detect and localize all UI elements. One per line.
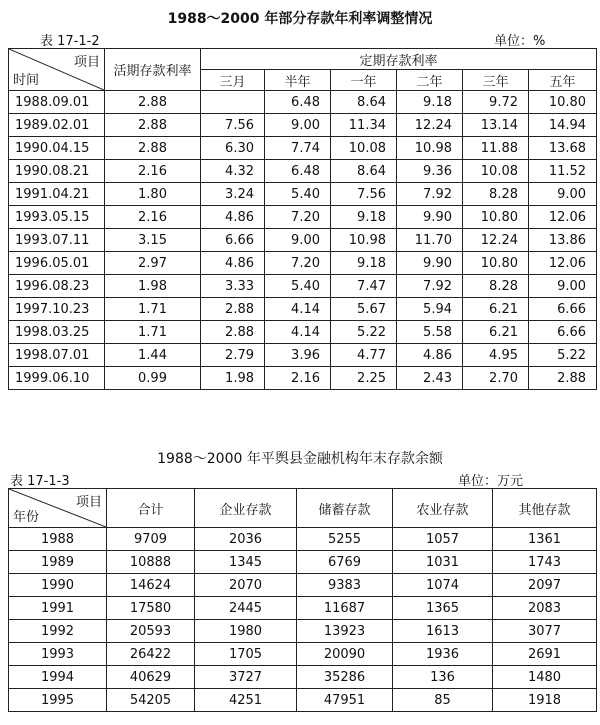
year-cell: 1988 xyxy=(9,528,107,551)
fixed-rate-cell: 6.66 xyxy=(201,229,265,252)
fixed-rate-cell: 6.21 xyxy=(463,321,529,344)
fixed-rate-cell: 10.80 xyxy=(463,206,529,229)
table1-corner-header xyxy=(9,49,105,91)
table-row xyxy=(9,597,597,620)
fixed-rate-cell: 6.21 xyxy=(463,298,529,321)
date-cell: 1996.05.01 xyxy=(9,252,105,275)
fixed-rate-cell: 11.52 xyxy=(529,160,597,183)
fixed-rate-cell: 7.56 xyxy=(331,183,397,206)
fixed-rate-cell: 4.14 xyxy=(265,298,331,321)
amount-cell: 11687 xyxy=(297,597,393,620)
table-row xyxy=(9,183,597,206)
fixed-rate-cell: 8.64 xyxy=(331,91,397,114)
fixed-rate-cell: 4.77 xyxy=(331,344,397,367)
current-rate-cell: 2.97 xyxy=(105,252,201,275)
fixed-rate-cell: 10.08 xyxy=(331,137,397,160)
fixed-rate-cell: 12.24 xyxy=(397,114,463,137)
fixed-rate-cell: 7.20 xyxy=(265,252,331,275)
fixed-rate-cell: 5.58 xyxy=(397,321,463,344)
amount-cell: 3727 xyxy=(195,666,297,689)
fixed-rate-cell: 13.14 xyxy=(463,114,529,137)
fixed-rate-cell: 5.40 xyxy=(265,275,331,298)
year-cell: 1989 xyxy=(9,551,107,574)
current-rate-cell: 2.88 xyxy=(105,91,201,114)
amount-cell: 2445 xyxy=(195,597,297,620)
fixed-rate-cell: 11.70 xyxy=(397,229,463,252)
fixed-rate-cell: 9.90 xyxy=(397,206,463,229)
amount-cell: 13923 xyxy=(297,620,393,643)
fixed-rate-cell: 9.00 xyxy=(265,229,331,252)
fixed-rate-cell: 4.86 xyxy=(201,206,265,229)
current-rate-cell: 1.98 xyxy=(105,275,201,298)
table-row xyxy=(9,298,597,321)
fixed-rate-cell: 10.80 xyxy=(529,91,597,114)
fixed-rate-cell: 2.25 xyxy=(331,367,397,390)
table-row xyxy=(9,137,597,160)
amount-cell: 17580 xyxy=(107,597,195,620)
fixed-rate-cell: 12.24 xyxy=(463,229,529,252)
table1-label: 表 17-1-2 xyxy=(40,34,100,49)
amount-cell: 136 xyxy=(393,666,493,689)
current-rate-cell: 2.16 xyxy=(105,160,201,183)
current-rate-cell: 3.15 xyxy=(105,229,201,252)
fixed-rate-header: 定期存款利率 xyxy=(201,49,597,70)
fixed-rate-cell: 3.96 xyxy=(265,344,331,367)
fixed-rate-cell: 9.00 xyxy=(529,275,597,298)
fixed-rate-cell: 9.36 xyxy=(397,160,463,183)
date-cell: 1991.04.21 xyxy=(9,183,105,206)
fixed-rate-cell: 1.98 xyxy=(201,367,265,390)
amount-cell: 6769 xyxy=(297,551,393,574)
year-cell: 1992 xyxy=(9,620,107,643)
fixed-rate-cell: 9.18 xyxy=(397,91,463,114)
table-row xyxy=(9,344,597,367)
term-header: 一年 xyxy=(331,70,397,91)
fixed-rate-cell: 11.34 xyxy=(331,114,397,137)
date-cell: 1999.06.10 xyxy=(9,367,105,390)
fixed-rate-cell: 9.18 xyxy=(331,252,397,275)
amount-cell: 1365 xyxy=(393,597,493,620)
fixed-rate-cell: 9.00 xyxy=(265,114,331,137)
amount-cell: 1074 xyxy=(393,574,493,597)
table-row xyxy=(9,160,597,183)
table-row xyxy=(9,229,597,252)
fixed-rate-cell: 9.90 xyxy=(397,252,463,275)
table1-unit: 单位：% xyxy=(494,34,546,49)
fixed-rate-cell: 2.70 xyxy=(463,367,529,390)
amount-cell: 4251 xyxy=(195,689,297,712)
table1-corner-bottom: 时间 xyxy=(13,73,40,88)
fixed-rate-cell: 2.79 xyxy=(201,344,265,367)
amount-cell: 1057 xyxy=(393,528,493,551)
fixed-rate-cell: 6.48 xyxy=(265,160,331,183)
fixed-rate-cell: 6.48 xyxy=(265,91,331,114)
fixed-rate-cell: 9.00 xyxy=(529,183,597,206)
table-row xyxy=(9,620,597,643)
fixed-rate-cell: 7.20 xyxy=(265,206,331,229)
fixed-rate-cell: 11.88 xyxy=(463,137,529,160)
fixed-rate-cell: 4.86 xyxy=(397,344,463,367)
table1-corner-top: 项目 xyxy=(73,55,100,70)
table-row xyxy=(9,252,597,275)
amount-cell: 40629 xyxy=(107,666,195,689)
fixed-rate-cell: 4.32 xyxy=(201,160,265,183)
amount-cell: 1613 xyxy=(393,620,493,643)
table2-corner-bottom: 年份 xyxy=(13,510,40,525)
fixed-rate-cell: 10.98 xyxy=(331,229,397,252)
fixed-rate-cell: 10.80 xyxy=(463,252,529,275)
amount-cell: 2097 xyxy=(493,574,597,597)
fixed-rate-cell: 2.88 xyxy=(201,321,265,344)
amount-cell: 2083 xyxy=(493,597,597,620)
amount-cell: 1361 xyxy=(493,528,597,551)
fixed-rate-cell: 10.08 xyxy=(463,160,529,183)
interest-rate-table xyxy=(8,48,597,390)
date-cell: 1990.08.21 xyxy=(9,160,105,183)
amount-cell: 2070 xyxy=(195,574,297,597)
year-cell: 1993 xyxy=(9,643,107,666)
fixed-rate-cell: 5.67 xyxy=(331,298,397,321)
fixed-rate-cell: 4.86 xyxy=(201,252,265,275)
amount-cell: 3077 xyxy=(493,620,597,643)
current-rate-cell: 1.71 xyxy=(105,298,201,321)
year-cell: 1995 xyxy=(9,689,107,712)
current-rate-cell: 1.71 xyxy=(105,321,201,344)
fixed-rate-cell: 9.18 xyxy=(331,206,397,229)
table2-corner-header xyxy=(9,489,107,528)
date-cell: 1996.08.23 xyxy=(9,275,105,298)
column-header: 合计 xyxy=(107,489,195,528)
fixed-rate-cell: 4.14 xyxy=(265,321,331,344)
fixed-rate-cell: 8.64 xyxy=(331,160,397,183)
table-row xyxy=(9,666,597,689)
current-rate-cell: 0.99 xyxy=(105,367,201,390)
date-cell: 1993.07.11 xyxy=(9,229,105,252)
current-rate-cell: 1.80 xyxy=(105,183,201,206)
fixed-rate-cell: 3.33 xyxy=(201,275,265,298)
term-header: 二年 xyxy=(397,70,463,91)
date-cell: 1989.02.01 xyxy=(9,114,105,137)
amount-cell: 26422 xyxy=(107,643,195,666)
amount-cell: 5255 xyxy=(297,528,393,551)
amount-cell: 14624 xyxy=(107,574,195,597)
fixed-rate-cell: 14.94 xyxy=(529,114,597,137)
amount-cell: 47951 xyxy=(297,689,393,712)
table2-unit: 单位：万元 xyxy=(458,474,524,489)
fixed-rate-cell: 7.47 xyxy=(331,275,397,298)
table-row xyxy=(9,574,597,597)
fixed-rate-cell: 7.92 xyxy=(397,275,463,298)
term-header: 半年 xyxy=(265,70,331,91)
fixed-rate-cell: 8.28 xyxy=(463,183,529,206)
table-row xyxy=(9,689,597,712)
table-row xyxy=(9,114,597,137)
amount-cell: 1936 xyxy=(393,643,493,666)
year-cell: 1994 xyxy=(9,666,107,689)
amount-cell: 35286 xyxy=(297,666,393,689)
amount-cell: 1743 xyxy=(493,551,597,574)
column-header: 企业存款 xyxy=(195,489,297,528)
fixed-rate-cell: 5.40 xyxy=(265,183,331,206)
amount-cell: 9383 xyxy=(297,574,393,597)
table-row xyxy=(9,206,597,229)
amount-cell: 10888 xyxy=(107,551,195,574)
fixed-rate-cell: 4.95 xyxy=(463,344,529,367)
year-cell: 1991 xyxy=(9,597,107,620)
date-cell: 1998.07.01 xyxy=(9,344,105,367)
fixed-rate-cell: 13.68 xyxy=(529,137,597,160)
amount-cell: 1705 xyxy=(195,643,297,666)
fixed-rate-cell: 3.24 xyxy=(201,183,265,206)
amount-cell: 85 xyxy=(393,689,493,712)
fixed-rate-cell xyxy=(201,91,265,114)
term-header: 三年 xyxy=(463,70,529,91)
amount-cell: 1480 xyxy=(493,666,597,689)
table-row xyxy=(9,321,597,344)
amount-cell: 1918 xyxy=(493,689,597,712)
fixed-rate-cell: 8.28 xyxy=(463,275,529,298)
fixed-rate-cell: 6.30 xyxy=(201,137,265,160)
table-row xyxy=(9,551,597,574)
term-header: 三月 xyxy=(201,70,265,91)
amount-cell: 20593 xyxy=(107,620,195,643)
fixed-rate-cell: 6.66 xyxy=(529,298,597,321)
date-cell: 1990.04.15 xyxy=(9,137,105,160)
fixed-rate-cell: 10.98 xyxy=(397,137,463,160)
table-row xyxy=(9,367,597,390)
amount-cell: 1345 xyxy=(195,551,297,574)
current-rate-cell: 1.44 xyxy=(105,344,201,367)
fixed-rate-cell: 6.66 xyxy=(529,321,597,344)
fixed-rate-cell: 2.16 xyxy=(265,367,331,390)
table2-title: 1988～2000 年平舆县金融机构年末存款余额 xyxy=(157,451,443,467)
table1-title: 1988～2000 年部分存款年利率调整情况 xyxy=(167,11,433,27)
table2-corner-top: 项目 xyxy=(75,495,102,510)
column-header: 储蓄存款 xyxy=(297,489,393,528)
current-rate-header: 活期存款利率 xyxy=(105,49,201,91)
amount-cell: 20090 xyxy=(297,643,393,666)
amount-cell: 1980 xyxy=(195,620,297,643)
current-rate-cell: 2.16 xyxy=(105,206,201,229)
amount-cell: 9709 xyxy=(107,528,195,551)
table-row xyxy=(9,528,597,551)
table-row xyxy=(9,91,597,114)
deposit-balance-table xyxy=(8,488,597,712)
term-header: 五年 xyxy=(529,70,597,91)
fixed-rate-cell: 7.74 xyxy=(265,137,331,160)
amount-cell: 2036 xyxy=(195,528,297,551)
fixed-rate-cell: 2.88 xyxy=(529,367,597,390)
current-rate-cell: 2.88 xyxy=(105,137,201,160)
fixed-rate-cell: 5.94 xyxy=(397,298,463,321)
table2-label: 表 17-1-3 xyxy=(10,474,70,489)
fixed-rate-cell: 2.88 xyxy=(201,298,265,321)
current-rate-cell: 2.88 xyxy=(105,114,201,137)
year-cell: 1990 xyxy=(9,574,107,597)
table-row xyxy=(9,643,597,666)
table-row xyxy=(9,275,597,298)
fixed-rate-cell: 12.06 xyxy=(529,206,597,229)
column-header: 农业存款 xyxy=(393,489,493,528)
date-cell: 1998.03.25 xyxy=(9,321,105,344)
date-cell: 1997.10.23 xyxy=(9,298,105,321)
date-cell: 1993.05.15 xyxy=(9,206,105,229)
column-header: 其他存款 xyxy=(493,489,597,528)
fixed-rate-cell: 7.56 xyxy=(201,114,265,137)
fixed-rate-cell: 12.06 xyxy=(529,252,597,275)
fixed-rate-cell: 7.92 xyxy=(397,183,463,206)
amount-cell: 2691 xyxy=(493,643,597,666)
fixed-rate-cell: 5.22 xyxy=(529,344,597,367)
fixed-rate-cell: 2.43 xyxy=(397,367,463,390)
fixed-rate-cell: 13.86 xyxy=(529,229,597,252)
fixed-rate-cell: 9.72 xyxy=(463,91,529,114)
date-cell: 1988.09.01 xyxy=(9,91,105,114)
amount-cell: 54205 xyxy=(107,689,195,712)
fixed-rate-cell: 5.22 xyxy=(331,321,397,344)
amount-cell: 1031 xyxy=(393,551,493,574)
